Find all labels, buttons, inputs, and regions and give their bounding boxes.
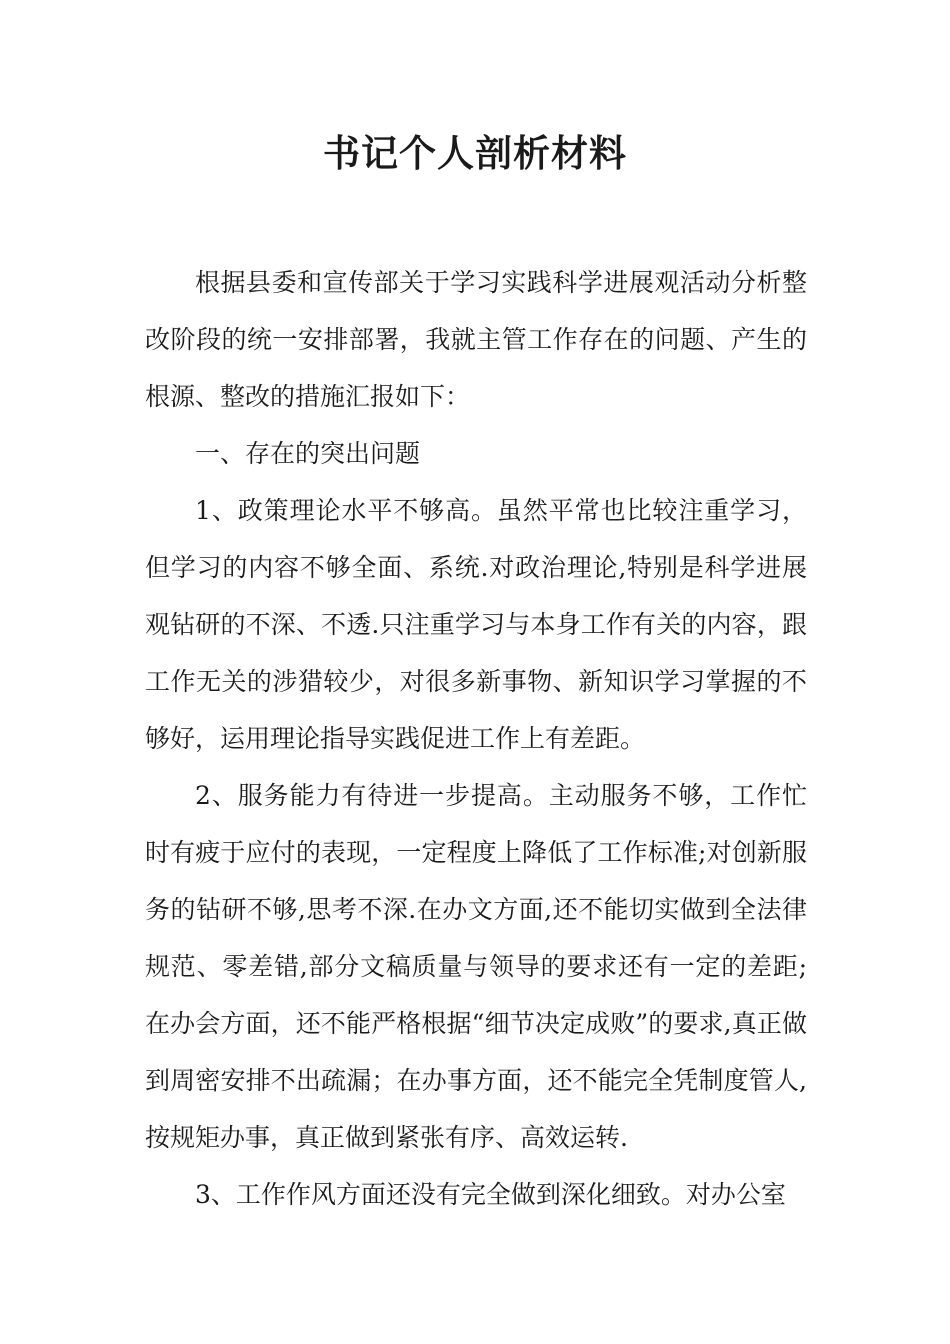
section-heading-problems: 一、存在的突出问题 [195,439,421,468]
paragraph-intro: 根据县委和宣传部关于学习实践科学进展观活动分析整改阶段的统一安排部署，我就主管工作存在的问题、产生的根源、整改的措施汇报如下： [145,268,807,411]
paragraph-item-2: 2、服务能力有待进一步提高。主动服务不够，工作忙时有疲于应付的表现，一定程度上降低了工作标准;对创新服务的钻研不够,思考不深.在办文方面,还不能切实做到全法律规范、零差错,部分文稿质量与领导的要求还有一定的差距;在办会方面，还不能严格根据“细节决定成败”的要求,真正做到周密安排不出疏漏；在办事方面，还不能完全凭制度管人,按规矩办事，真正做到紧张有序、高效运转. [145,781,807,1152]
paragraph-item-3: 3、工作作风方面还没有完全做到深化细致。对办公室 [195,1180,786,1209]
document-body [145,254,807,1223]
paragraph-item-1: 1、政策理论水平不够高。虽然平常也比较注重学习，但学习的内容不够全面、系统.对政治理论,特别是科学进展观钻研的不深、不透.只注重学习与本身工作有关的内容，跟工作无关的涉猎较少，对很多新事物、新知识学习掌握的不够好，运用理论指导实践促进工作上有差距。 [145,496,807,753]
document-title: 书记个人剖析材料 [323,131,627,175]
